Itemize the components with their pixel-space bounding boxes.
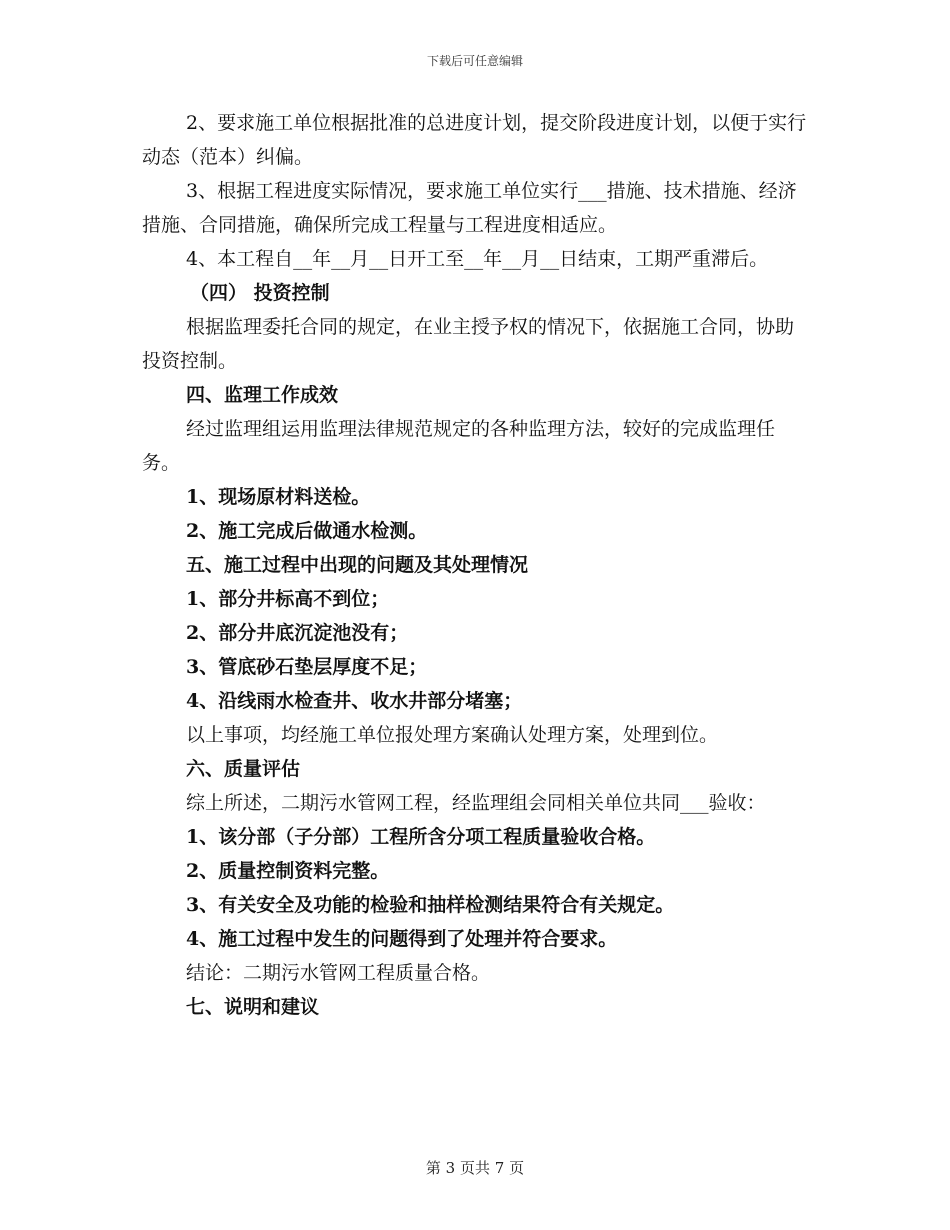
paragraph: 综上所述，二期污水管网工程，经监理组会同相关单位共同___验收：	[186, 792, 766, 814]
paragraph: 结论：二期污水管网工程质量合格。	[186, 962, 491, 984]
list-item: 4、施工过程中发生的问题得到了处理并符合要求。	[186, 928, 618, 950]
section-heading: 六、质量评估	[186, 758, 301, 780]
paragraph: 以上事项，均经施工单位报处理方案确认处理方案，处理到位。	[186, 724, 719, 746]
list-item: 2、部分井底沉淀池没有；	[186, 622, 409, 644]
list-item: 1、该分部（子分部）工程所含分项工程质量验收合格。	[186, 826, 656, 848]
section-heading: 四、监理工作成效	[186, 384, 339, 406]
list-item: 3、管底砂石垫层厚度不足；	[186, 656, 428, 678]
list-item: 1、部分井标高不到位；	[186, 588, 390, 610]
page-footer: 第 3 页共 7 页	[425, 1159, 525, 1177]
list-item: 3、有关安全及功能的检验和抽样检测结果符合有关规定。	[186, 894, 675, 916]
paragraph: 2、要求施工单位根据批准的总进度计划，提交阶段进度计划，以便于实行动态（范本）纠偏。	[142, 112, 807, 168]
section-heading: （四） 投资控制	[190, 282, 330, 304]
list-item: 1、现场原材料送检。	[186, 486, 371, 508]
document-body	[142, 106, 810, 1024]
list-item: 2、施工完成后做通水检测。	[186, 520, 428, 542]
paragraph: 4、本工程自__年__月__日开工至__年__月__日结束，工期严重滞后。	[186, 248, 769, 270]
paragraph: 经过监理组运用监理法律规范规定的各种监理方法，较好的完成监理任务。	[142, 418, 776, 474]
paragraph: 3、根据工程进度实际情况，要求施工单位实行___措施、技术措施、经济措施、合同措施，确保所完成工程量与工程进度相适应。	[142, 180, 797, 236]
page-header: 下载后可任意编辑	[426, 54, 523, 68]
list-item: 2、质量控制资料完整。	[186, 860, 390, 882]
section-heading: 五、施工过程中出现的问题及其处理情况	[186, 554, 529, 576]
paragraph: 根据监理委托合同的规定，在业主授予权的情况下，依据施工合同，协助投资控制。	[142, 316, 795, 372]
list-item: 4、沿线雨水检查井、收水井部分堵塞；	[186, 690, 523, 712]
section-heading: 七、说明和建议	[186, 996, 320, 1018]
